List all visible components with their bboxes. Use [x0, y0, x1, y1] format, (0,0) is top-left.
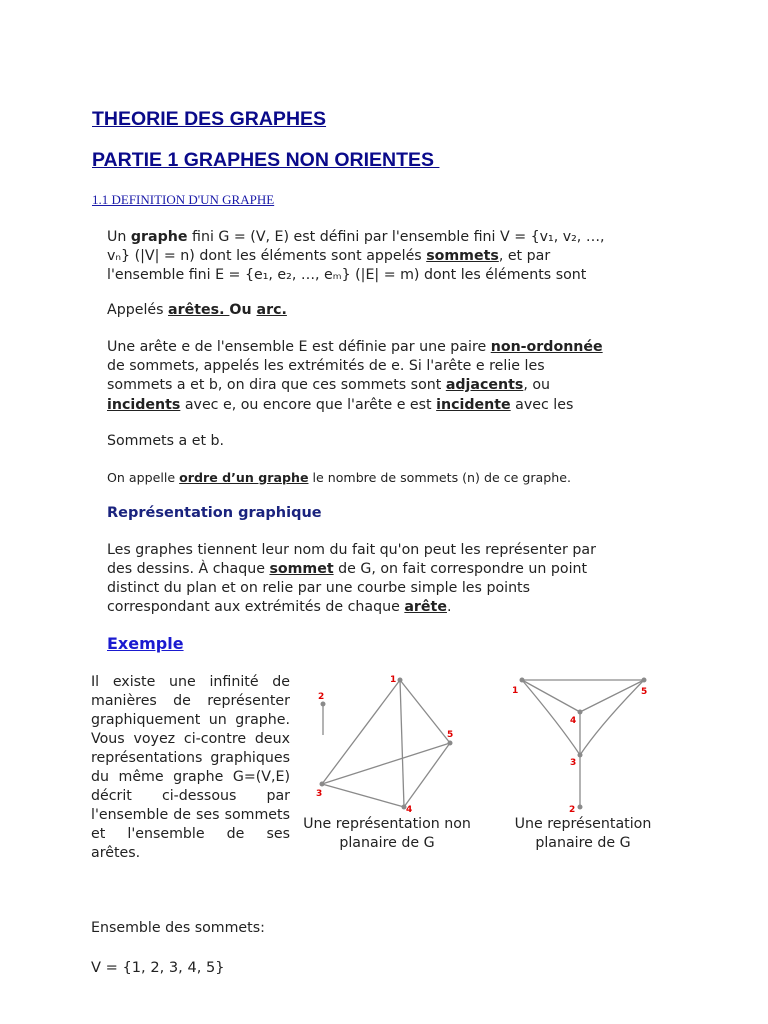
vertex-2 — [321, 702, 326, 707]
term-graphe: graphe — [130, 229, 188, 245]
vertex-label-4: 4 — [570, 716, 577, 726]
page-title: THEORIE DES GRAPHES — [92, 108, 327, 130]
arete-line-3: sommets a et b, on dira que ces sommets sont adjacents, ou — [107, 377, 551, 393]
term-incidente: incidente — [436, 397, 511, 413]
vertex-3 — [578, 753, 583, 758]
arete-line-1: Une arête e de l'ensemble E est définie par une paire non-ordonnée — [107, 339, 603, 355]
edge-1-3 — [322, 680, 400, 784]
edge-5-4 — [580, 680, 644, 712]
rep-line-4: correspondant aux extrémités de chaque arête. — [107, 599, 452, 615]
representation-heading: Représentation graphique — [107, 505, 322, 521]
sommets-ab-line: Sommets a et b. — [107, 433, 225, 449]
ensemble-v: V = {1, 2, 3, 4, 5} — [91, 959, 225, 976]
vertex-label-4: 4 — [406, 805, 413, 815]
graph-1-caption-line-2: planaire de G — [339, 835, 435, 851]
vertex-5 — [642, 678, 647, 683]
vertex-1 — [520, 678, 525, 683]
part-title: PARTIE 1 GRAPHES NON ORIENTES — [92, 149, 440, 171]
term-sommet: sommet — [269, 561, 334, 577]
term-incidents: incidents — [107, 397, 181, 413]
edge-5-3 — [580, 680, 644, 755]
term-non-ordonnee: non-ordonnée — [490, 339, 603, 355]
term-arc: arc. — [256, 302, 287, 318]
edge-3-4 — [322, 784, 404, 807]
term-aretes: arêtes. — [168, 302, 230, 318]
edge-3-5 — [322, 743, 450, 784]
vertex-label-1: 1 — [390, 675, 397, 685]
exemple-paragraph: Il existe une infinité de manières de représenter graphiquement un graphe. Vous voyez ci-contre deux représentations graphiques du même graphe G=(V,E) décrit ci-dessous par l'ensemble de ses sommets et l'ensemble de ses arêtes. — [91, 674, 290, 861]
graph-2-caption — [488, 815, 678, 853]
graph-non-planar — [300, 665, 470, 825]
vertex-2 — [578, 805, 583, 810]
term-sommets: sommets — [426, 248, 499, 264]
graph-planar — [500, 665, 665, 825]
term-arete: arête — [404, 599, 447, 615]
graph-1-caption-line-1: Une représentation non — [303, 816, 471, 832]
vertex-label-3: 3 — [570, 758, 577, 768]
vertex-label-5: 5 — [641, 687, 648, 697]
vertex-4 — [578, 710, 583, 715]
graph-1-vertices — [320, 678, 453, 810]
vertex-label-1: 1 — [512, 686, 519, 696]
graph-1-caption — [292, 815, 482, 853]
edge-4-5 — [404, 743, 450, 807]
def-line-2: vₙ} (|V| = n) dont les éléments sont appelés sommets, et par — [107, 248, 551, 264]
arete-line-4: incidents avec e, ou encore que l'arête e est incidente avec les — [107, 397, 574, 413]
def-line-1: Un graphe fini G = (V, E) est défini par l'ensemble fini V = {v₁, v₂, …, — [107, 229, 605, 245]
vertex-label-2: 2 — [569, 805, 576, 815]
vertex-1 — [398, 678, 403, 683]
term-adjacents: adjacents — [445, 377, 524, 393]
rep-line-1: Les graphes tiennent leur nom du fait qu'on peut les représenter par — [107, 542, 596, 558]
edge-1-5 — [400, 680, 450, 743]
edge-1-4 — [400, 680, 404, 807]
ordre-line: On appelle ordre d’un graphe le nombre de sommets (n) de ce graphe. — [107, 470, 571, 485]
vertex-label-3: 3 — [316, 789, 323, 799]
section-link-definition[interactable]: 1.1 DEFINITION D'UN GRAPHE — [92, 192, 275, 207]
graph-2-edges — [522, 680, 644, 807]
vertex-5 — [448, 741, 453, 746]
edge-1-4 — [522, 680, 580, 712]
rep-line-3: distinct du plan et on relie par une courbe simple les points — [107, 580, 531, 596]
ensemble-sommets-heading: Ensemble des sommets: — [91, 920, 265, 936]
term-ordre-graphe: ordre d’un graphe — [179, 470, 309, 485]
appeles-line: Appelés arêtes. Ou arc. — [107, 302, 287, 318]
def-line-3: l'ensemble fini E = {e₁, e₂, …, eₘ} (|E| = m) dont les éléments sont — [107, 267, 587, 283]
graph-1-edges — [322, 680, 450, 807]
exemple-heading: Exemple — [107, 634, 184, 653]
graph-2-caption-line-2: planaire de G — [535, 835, 631, 851]
vertex-label-2: 2 — [318, 692, 325, 702]
vertex-label-5: 5 — [447, 730, 454, 740]
vertex-3 — [320, 782, 325, 787]
arete-line-2: de sommets, appelés les extrémités de e. Si l'arête e relie les — [107, 358, 545, 374]
rep-line-2: des dessins. À chaque sommet de G, on fait correspondre un point — [107, 561, 588, 577]
graph-2-caption-line-1: Une représentation — [514, 816, 652, 832]
